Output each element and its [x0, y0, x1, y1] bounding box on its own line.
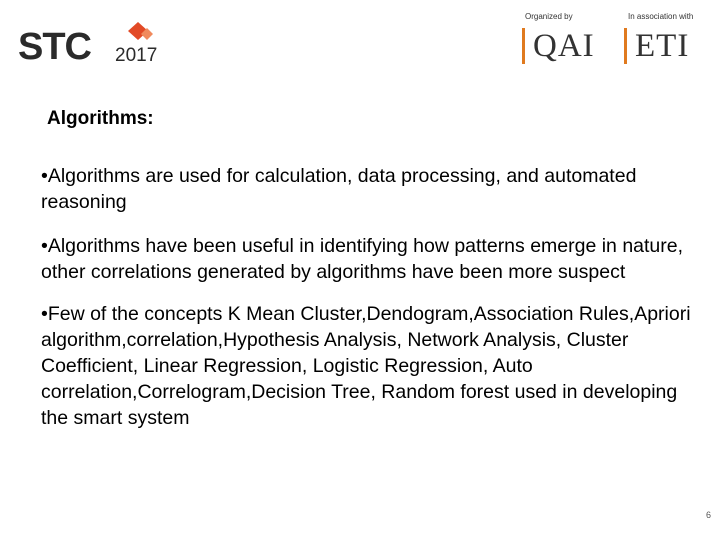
- bullet-item: •Few of the concepts K Mean Cluster,Dendogram,Association Rules,Apriori algorithm,correlation,Hypothesis Analysis, Network Analysis, Cluster Coefficient, Linear Regression, Logistic Regression, Auto correlation,Correlogram,Decision Tree, Random forest used in developing the smart system: [41, 303, 691, 429]
- association-label: In association with: [628, 12, 694, 21]
- page-number: 6: [706, 510, 712, 520]
- organized-by-label: Organized by: [525, 12, 573, 21]
- slide-title: Algorithms:: [47, 108, 154, 129]
- stc-2017-logo: [18, 22, 178, 72]
- diamond-icon: [128, 22, 158, 46]
- qai-logo-bar: [522, 28, 525, 64]
- eti-logo-text: ETI: [635, 28, 690, 64]
- eti-logo: [624, 26, 689, 66]
- eti-logo-bar: [624, 28, 627, 64]
- bullet-list: [41, 163, 691, 449]
- bullet-item: •Algorithms have been useful in identifying how patterns emerge in nature, other correlations generated by algorithms have been more suspect: [41, 235, 684, 283]
- stc-logo-letters: STC: [18, 26, 91, 68]
- qai-logo-text: QAI: [533, 28, 595, 64]
- qai-logo: [522, 26, 595, 66]
- stc-logo-year: 2017: [115, 45, 158, 66]
- bullet-item: •Algorithms are used for calculation, data processing, and automated reasoning: [41, 165, 637, 213]
